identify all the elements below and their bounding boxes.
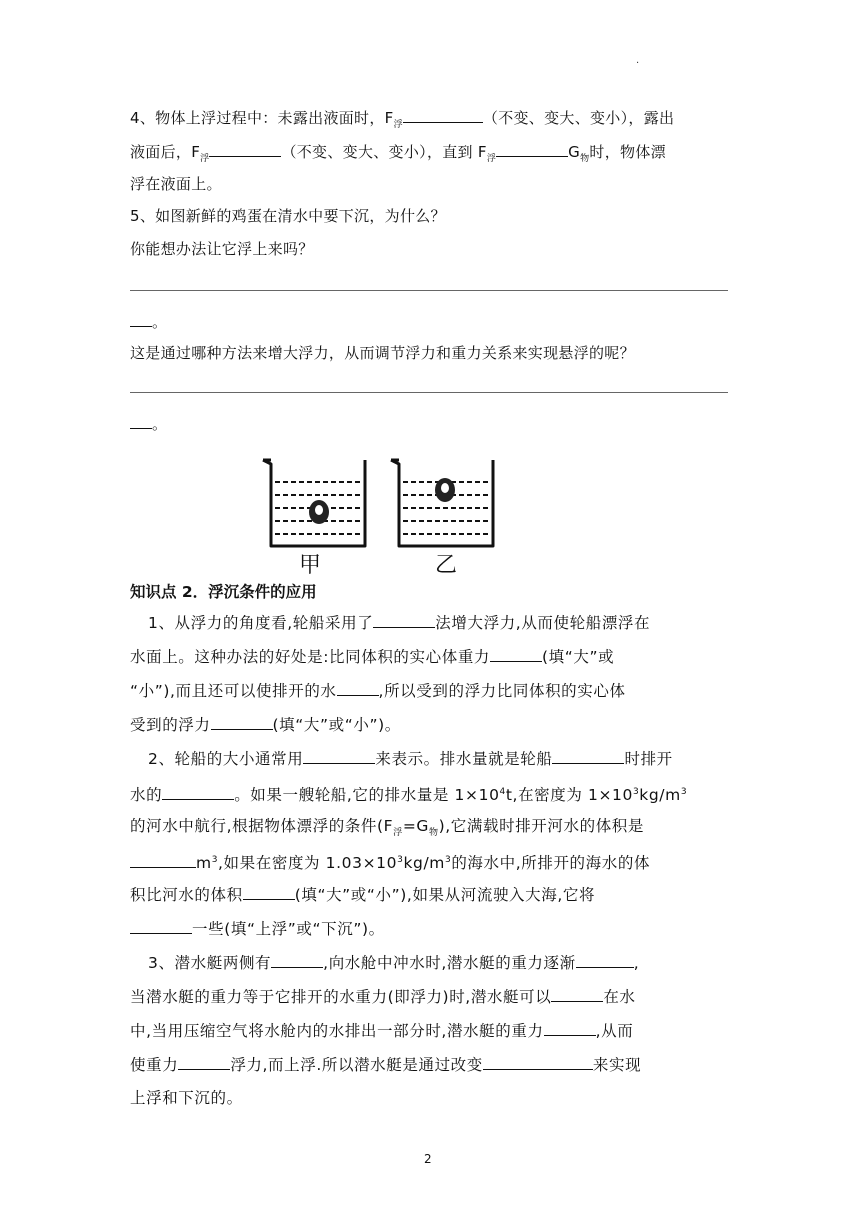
p2-line-3: 的河水中航行,根据物体漂浮的条件$(F_浮=G_物)$,它满载时排开河水的体积是: [130, 817, 644, 839]
p3-line-4: 使重力 浮力,而上浮.所以潜水艇是通过改变 来实现: [130, 1056, 642, 1074]
p2-line-5: 积比河水的体积 (填“大”或“小”),如果从河流驶入大海,它将: [130, 886, 596, 904]
q4-line-1: 4、物体上浮过程中：未露出液面时，$F_浮$ （不变、变大、变小），露出: [130, 109, 675, 130]
answer-blank[interactable]: [490, 646, 542, 662]
label-yi: 乙: [435, 553, 458, 578]
p3-line-2: 当潜水艇的重力等于它排开的水重力(即浮力)时,潜水艇可以 在水: [130, 988, 636, 1006]
answer-blank[interactable]: [243, 884, 295, 900]
answer-blank[interactable]: [211, 714, 273, 730]
q5-line-2: 你能想办法让它浮上来吗？: [130, 240, 314, 258]
answer-blank[interactable]: [209, 141, 281, 157]
answer-blank[interactable]: [552, 748, 624, 764]
answer-blank[interactable]: [483, 1054, 593, 1070]
p3-line-5: 上浮和下沉的。: [130, 1089, 243, 1107]
p2-line-4: $m^3$,如果在密度为 $1.03\times 10^3kg/m^3$的海水中,所排开的海水的体: [130, 850, 650, 873]
p2-line-1: 2、轮船的大小通常用 来表示。排水量就是轮船 时排开: [148, 750, 673, 768]
answer-blank[interactable]: [178, 1054, 230, 1070]
answer-blank[interactable]: [271, 952, 323, 968]
q4-line-2: 液面后，$F_浮$ （不变、变大、变小），直到 $F_浮$ $G_物$时，物体漂: [130, 143, 666, 164]
q5-line-1: 5、如图新鲜的鸡蛋在清水中要下沉，为什么？: [130, 207, 446, 225]
answer-line[interactable]: [130, 392, 728, 393]
answer-line[interactable]: [130, 290, 728, 291]
p1-line-3: “小”),而且还可以使排开的水 ,所以受到的浮力比同体积的实心体: [130, 682, 626, 700]
header-mark: ·: [636, 58, 640, 69]
answer-blank[interactable]: [373, 612, 435, 628]
q4-line-3: 浮在液面上。: [130, 175, 222, 193]
p3-line-3: 中,当用压缩空气将水舱内的水排出一部分时,潜水艇的重力 ,从而: [130, 1022, 634, 1040]
answer-blank[interactable]: [337, 680, 379, 696]
p1-line-2: 水面上。这种办法的好处是:比同体积的实心体重力 (填“大”或: [130, 648, 615, 666]
p1-line-4: 受到的浮力 (填“大”或“小”)。: [130, 716, 401, 734]
answer-blank[interactable]: [403, 107, 483, 123]
q5-line-3: 这是通过哪种方法来增大浮力，从而调节浮力和重力关系来实现悬浮的呢？: [130, 344, 635, 362]
answer-blank[interactable]: [130, 852, 196, 868]
label-jia: 甲: [299, 553, 322, 578]
answer-blank[interactable]: [130, 311, 152, 327]
p2-line-6: 一些(填“上浮”或“下沉”)。: [130, 918, 385, 939]
answer-blank[interactable]: [544, 1020, 596, 1036]
answer-blank[interactable]: [496, 141, 568, 157]
p3-line-1: 3、潜水艇两侧有 ,向水舱中冲水时,潜水艇的重力逐渐 ,: [148, 954, 640, 972]
answer-blank[interactable]: [551, 986, 603, 1002]
answer-blank[interactable]: [130, 413, 152, 429]
answer-blank[interactable]: [130, 918, 192, 934]
page-number: 2: [424, 1152, 432, 1166]
q5-answer-end-1: 。: [130, 311, 167, 332]
section-heading: 知识点 2．浮沉条件的应用: [130, 583, 317, 601]
answer-blank[interactable]: [303, 748, 375, 764]
p2-line-2: 水的 。如果一艘轮船,它的排水量是 $1\times 10^4t$,在密度为 $1\times 10^3kg/m^3$: [130, 786, 688, 805]
answer-blank[interactable]: [162, 784, 234, 800]
beaker-figure: [255, 450, 505, 578]
q5-answer-end-2: 。: [130, 413, 167, 434]
answer-blank[interactable]: [576, 952, 634, 968]
p1-line-1: 1、从浮力的角度看,轮船采用了 法增大浮力,从而使轮船漂浮在: [148, 614, 651, 632]
